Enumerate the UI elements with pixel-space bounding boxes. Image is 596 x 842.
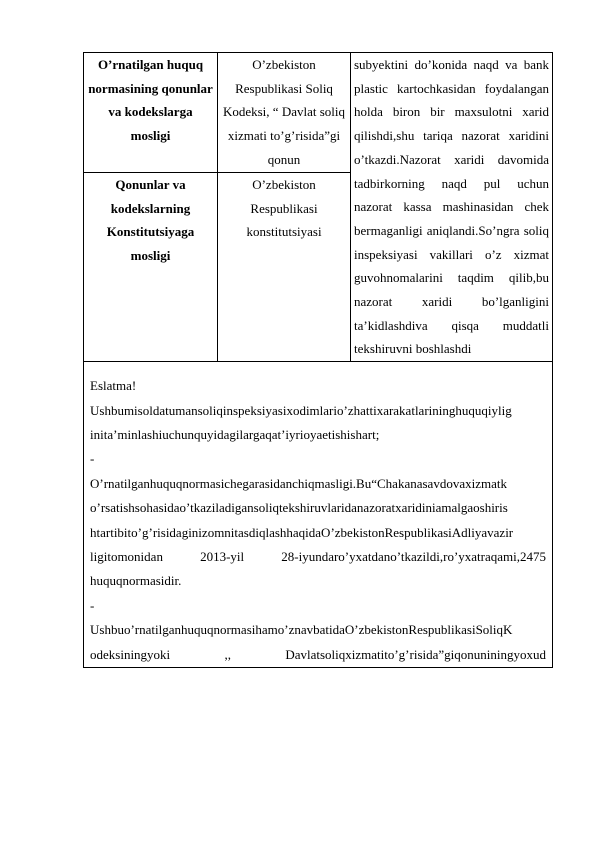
table-row xyxy=(84,53,553,173)
note-line: odeksiningyoki ,, Davlatsoliqxizmatito’g’risida”giqonuniningyoxud xyxy=(90,646,546,662)
note-title: Eslatma! xyxy=(90,378,137,394)
content-table xyxy=(83,52,553,668)
note-line: o’rsatishsohasidao’tkaziladigansoliqtekshiruvlaridanazoratxaridiniamalgaoshiris xyxy=(90,500,508,516)
cell-constitution-reference: O’zbekiston Respublikasi konstitutsiyasi xyxy=(218,173,351,362)
note-line: inita’minlashiuchunquyidagilargaqat’iyrioyaetishishart; xyxy=(90,426,380,442)
cell-constitution-compliance: Qonunlar va kodekslarning Konstitutsiyaga mosligi xyxy=(84,173,218,362)
note-line: ligitomonidan 2013-yil 28-iyundaro’yxatdano’tkazildi,ro’yxatraqami,2475 xyxy=(90,548,546,564)
note-line: huquqnormasidir. xyxy=(90,573,182,589)
note-line: htartibito’g’risidaginizomnitasdiqlashhaqidaO’zbekistonRespublikasiAdliyavazir xyxy=(90,524,514,540)
cell-tax-code-reference: O’zbekiston Respublikasi Soliq Kodeksi, “ Davlat soliq xizmati to’g’risida”gi qonun xyxy=(218,53,351,173)
note-dash: - xyxy=(90,597,95,613)
table-row xyxy=(84,362,553,668)
note-cell xyxy=(84,362,553,668)
note-line: Ushbumisoldatumansoliqinspeksiyasixodimlario’zhattixarakatlarininghuquqiylig xyxy=(90,402,512,418)
note-line: O’rnatilganhuquqnormasichegarasidanchiqmasligi.Bu“Chakanasavdovaxizmatk xyxy=(90,475,507,491)
note-dash: - xyxy=(90,451,95,467)
cell-law-norm-compliance: O’rnatilgan huquq normasining qonunlar va kodekslarga mosligi xyxy=(84,53,218,173)
note-line: Ushbuo’rnatilganhuquqnormasihamo’znavbatidaO’zbekistonRespublikasiSoliqK xyxy=(90,622,513,638)
cell-control-purchase-description xyxy=(351,53,553,362)
control-purchase-text: subyektini do’konida naqd va bank plastic kartochkasidan foydalangan holda biron bir maxsulotni xarid qilishdi,shu tariqa nazorat xaridini o’tkazdi.Nazorat xaridi davomida tadbirkorning naqd pul uchun nazorat kassa mashinasidan chek bermaganligi aniqlandi.So’ngra soliq inspeksiyasi vakillari o’z xizmat guvohnomalarini taqdim qilib,bu nazorat xaridi bo’lganligini ta’kidlashdiva qisqa muddatli tekshiruvni boshlashdi xyxy=(354,57,549,357)
